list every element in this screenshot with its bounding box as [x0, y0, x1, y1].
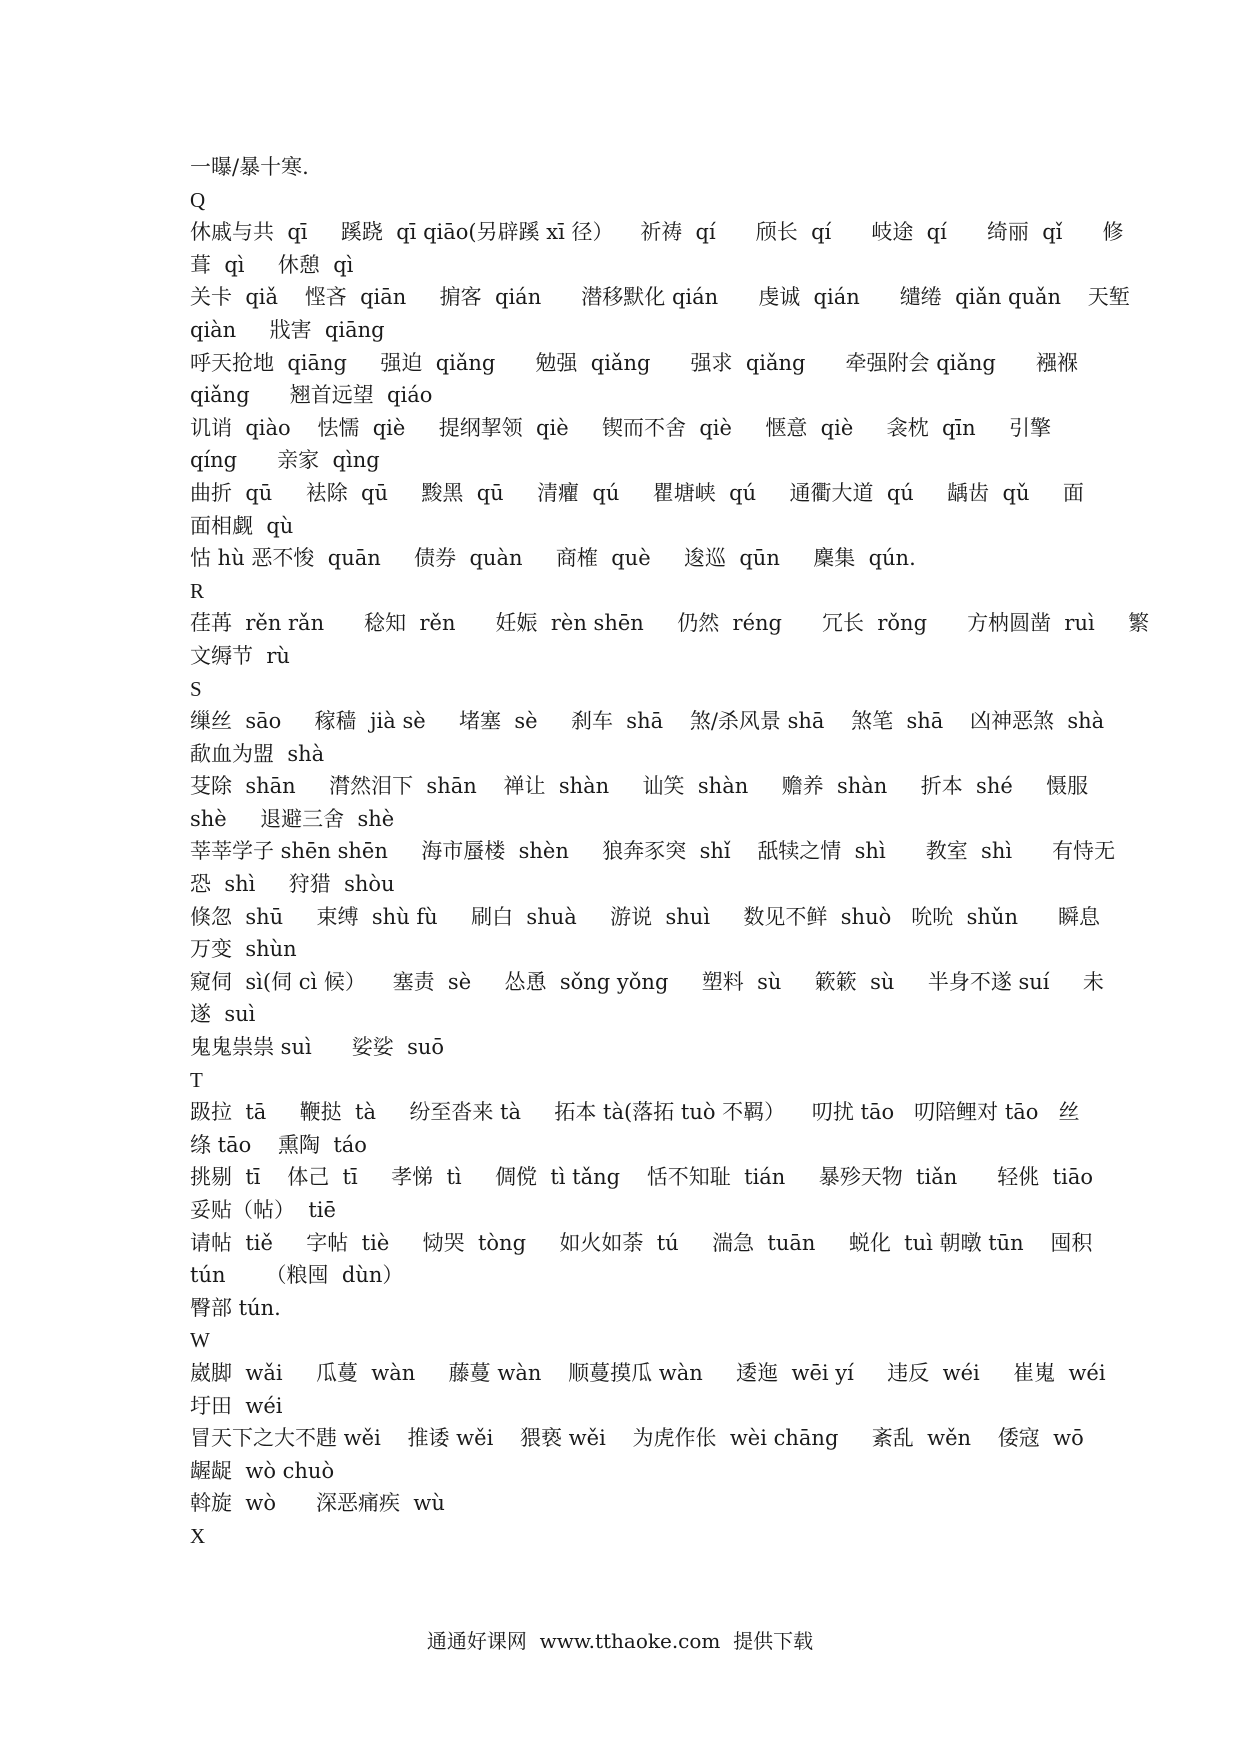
section-letter-x: X — [190, 1523, 206, 1548]
text-line: 绦 tāo 熏陶 táo — [190, 1132, 367, 1157]
section-letter-w: W — [190, 1328, 210, 1353]
text-line: shè 退避三舍 shè — [190, 806, 395, 831]
text-line: 文缛节 rù — [190, 643, 290, 668]
section-letter-q: Q — [190, 187, 206, 212]
text-line: 葺 qì 休憩 qì — [190, 252, 354, 277]
text-line: 怙 hù 恶不悛 quān 债券 quàn 商榷 què 逡巡 qūn 麇集 qún. — [190, 546, 916, 571]
text-line: 圩田 wéi — [190, 1393, 283, 1418]
text-line: 曲折 qū 袪除 qū 黢黑 qū 清癯 qú 瞿塘峡 qú 通衢大道 qú 龋齿 qǔ 面 — [190, 480, 1084, 505]
text-line: 趿拉 tā 鞭挞 tà 纷至沓来 tà 拓本 tà(落拓 tuò 不羁） 叨扰 tāo 叨陪鲤对 tāo 丝 — [190, 1100, 1080, 1125]
section-letter-s: S — [190, 676, 202, 701]
text-line: 一曝/暴十寒. — [190, 155, 309, 179]
text-line: 莘莘学子 shēn shēn 海市蜃楼 shèn 狼奔豕突 shǐ 舐犊之情 shì 教室 shì 有恃无 — [190, 839, 1116, 864]
text-line: 妥贴（帖） tiē — [190, 1198, 336, 1222]
text-line: 窥伺 sì(伺 cì 候） 塞责 sè 怂恿 sǒng yǒng 塑料 sù 簌簌 sù 半身不遂 suí 未 — [190, 969, 1104, 994]
text-line: 关卡 qiǎ 悭吝 qiān 掮客 qián 潜移默化 qián 虔诚 qián 缱绻 qiǎn quǎn 天堑 — [190, 285, 1130, 310]
text-line: qíng 亲家 qìng — [190, 448, 380, 473]
text-line: 万变 shùn — [190, 937, 297, 962]
text-line: 斡旋 wò 深恶痛疾 wù — [190, 1491, 445, 1516]
section-letter-t: T — [190, 1067, 203, 1092]
text-line: 呼天抢地 qiāng 强迫 qiǎng 勉强 qiǎng 强求 qiǎng 牵强附会 qiǎng 襁褓 — [190, 350, 1078, 375]
text-line: 芟除 shān 潸然泪下 shān 禅让 shàn 讪笑 shàn 赡养 shàn 折本 shé 慑服 — [190, 774, 1089, 799]
text-line: 倏忽 shū 束缚 shù fù 刷白 shuà 游说 shuì 数见不鲜 shuò 吮吮 shǔn 瞬息 — [190, 904, 1101, 929]
section-letter-r: R — [190, 578, 205, 603]
text-line: qiǎng 翘首远望 qiáo — [190, 383, 433, 408]
text-line: qiàn 戕害 qiāng — [190, 317, 385, 342]
text-line: 休戚与共 qī 蹊跷 qī qiāo(另辟蹊 xī 径） 祈祷 qí 颀长 qí 岐途 qí 绮丽 qǐ 修 — [190, 220, 1124, 245]
text-line: 歃血为盟 shà — [190, 741, 325, 766]
text-line: 讥诮 qiào 怯懦 qiè 提纲挈领 qiè 锲而不舍 qiè 惬意 qiè 衾枕 qīn 引擎 — [190, 415, 1052, 440]
text-line: 崴脚 wǎi 瓜蔓 wàn 藤蔓 wàn 顺蔓摸瓜 wàn 逶迤 wēi yí 违反 wéi 崔嵬 wéi — [190, 1360, 1106, 1385]
page-footer: 通通好课网 www.tthaoke.com 提供下载 — [426, 1629, 814, 1653]
text-line: 遂 suì — [190, 1002, 256, 1027]
text-line: 臀部 tún. — [190, 1295, 281, 1320]
text-line: 冒天下之大不韪 wěi 推诿 wěi 猥亵 wěi 为虎作伥 wèi chāng 紊乱 wěn 倭寇 wō — [190, 1426, 1084, 1451]
document-body — [190, 151, 1150, 1553]
text-line: 请帖 tiě 字帖 tiè 恸哭 tòng 如火如荼 tú 湍急 tuān 蜕化 tuì 朝暾 tūn 囤积 — [190, 1230, 1093, 1255]
text-line: 缫丝 sāo 稼穑 jià sè 堵塞 sè 刹车 shā 煞/杀风景 shā 煞笔 shā 凶神恶煞 shà — [190, 709, 1105, 734]
text-line: 挑剔 tī 体己 tī 孝悌 tì 倜傥 tì tǎng 恬不知耻 tián 暴殄天物 tiǎn 轻佻 tiāo — [190, 1165, 1093, 1190]
text-line: tún （粮囤 dùn） — [190, 1263, 404, 1288]
text-line: 鬼鬼祟祟 suì 娑娑 suō — [190, 1035, 445, 1060]
text-line: 荏苒 rěn rǎn 稔知 rěn 妊娠 rèn shēn 仍然 réng 冗长 rǒng 方枘圆凿 ruì 繁 — [190, 611, 1150, 636]
text-line: 面相觑 qù — [190, 513, 294, 538]
text-line: 龌龊 wò chuò — [190, 1458, 335, 1483]
text-line: 恐 shì 狩猎 shòu — [190, 872, 395, 897]
